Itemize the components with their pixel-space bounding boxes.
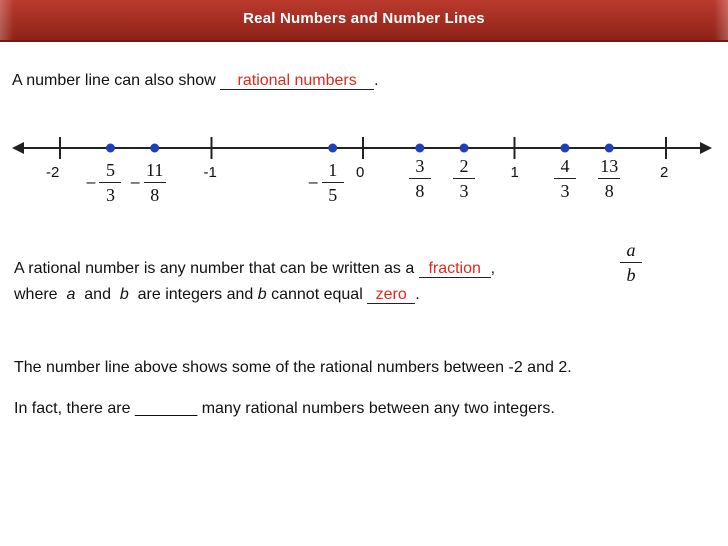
point-fraction-1	[140, 160, 170, 205]
note-1: The number line above shows some of the rational numbers between -2 and 2.	[14, 359, 572, 376]
point-fraction-6	[594, 156, 624, 201]
point-dot-3	[415, 144, 424, 153]
definition-and: and	[84, 286, 111, 303]
point-dot-5	[560, 144, 569, 153]
zero-blank	[367, 287, 415, 304]
point-sign-1: –	[130, 174, 140, 191]
variable-b-2: b	[257, 286, 267, 303]
definition-cannot: cannot equal	[271, 286, 363, 303]
definition-period: .	[415, 286, 420, 303]
point-bar-4	[453, 178, 475, 179]
point-sign-0: –	[86, 174, 96, 191]
point-fraction-4	[449, 156, 479, 201]
fraction-numerator: a	[626, 240, 636, 260]
point-numerator-0: 5	[105, 160, 115, 180]
intro-answer: rational numbers	[237, 72, 357, 89]
point-denominator-5: 3	[560, 181, 570, 201]
intro-after: .	[374, 72, 379, 89]
tick-label-4: 2	[660, 164, 669, 181]
note-2: In fact, there are _______ many rational numbers between any two integers.	[14, 400, 555, 417]
tick-label-1: -1	[203, 164, 217, 181]
point-dot-2	[328, 144, 337, 153]
point-denominator-6: 8	[604, 181, 614, 201]
definition-comma: ,	[490, 260, 496, 277]
point-numerator-2: 1	[328, 160, 338, 180]
point-fraction-0	[95, 160, 125, 205]
definition-middle: are integers and	[137, 286, 254, 303]
number-line-left-arrow	[12, 142, 24, 154]
point-fraction-5	[550, 156, 580, 201]
intro-before: A number line can also show	[12, 72, 216, 89]
point-bar-6	[598, 178, 620, 179]
point-denominator-0: 3	[105, 185, 115, 205]
point-denominator-3: 8	[415, 181, 425, 201]
point-numerator-1: 11	[146, 160, 164, 180]
a-over-b-fraction	[616, 240, 646, 285]
page-title: Real Numbers and Number Lines	[243, 10, 485, 27]
point-dot-1	[150, 144, 159, 153]
zero-answer: zero	[375, 286, 407, 303]
point-bar-5	[554, 178, 576, 179]
point-sign-2: –	[308, 174, 318, 191]
point-numerator-6: 13	[600, 156, 619, 176]
definition-line-2	[14, 286, 420, 304]
point-fraction-2	[318, 160, 348, 205]
fraction-blank	[419, 261, 491, 278]
point-dot-0	[106, 144, 115, 153]
tick-label-0: -2	[46, 164, 60, 181]
variable-a: a	[66, 286, 76, 303]
definition-line-1	[14, 260, 495, 278]
tick-label-3: 1	[510, 164, 519, 181]
point-denominator-1: 8	[150, 185, 160, 205]
point-bar-3	[409, 178, 431, 179]
fraction-answer: fraction	[428, 260, 481, 277]
point-bar-1	[144, 182, 166, 183]
point-denominator-4: 3	[459, 181, 469, 201]
point-numerator-4: 2	[459, 156, 469, 176]
point-numerator-5: 4	[560, 156, 570, 176]
point-dot-4	[460, 144, 469, 153]
variable-b: b	[119, 286, 129, 303]
point-bar-2	[322, 182, 344, 183]
fraction-denominator: b	[626, 265, 636, 285]
number-line-right-arrow	[700, 142, 712, 154]
point-fraction-3	[405, 156, 435, 201]
point-denominator-2: 5	[328, 185, 338, 205]
definition-text-1: A rational number is any number that can be written as a	[14, 260, 415, 277]
definition-where: where	[14, 286, 58, 303]
fraction-bar	[620, 262, 642, 263]
point-bar-0	[99, 182, 121, 183]
tick-label-2: 0	[356, 164, 365, 181]
point-numerator-3: 3	[415, 156, 425, 176]
point-dot-6	[605, 144, 614, 153]
